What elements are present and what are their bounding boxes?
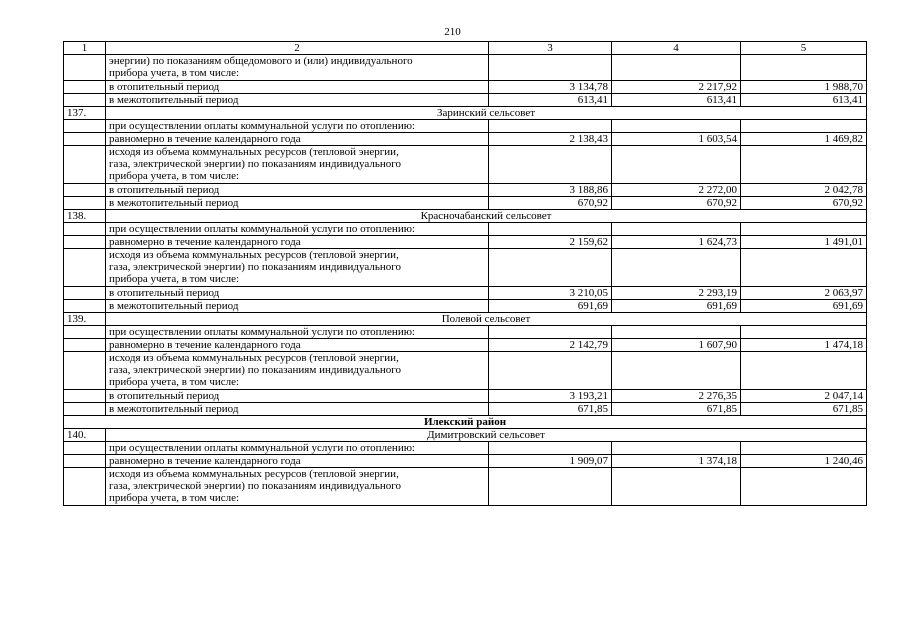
description-line: в отопительный период bbox=[109, 184, 220, 196]
description-line: при осуществлении оплаты коммунальной услуги по отоплению: bbox=[109, 326, 415, 338]
district-title: Илекский район bbox=[64, 416, 867, 429]
value-col-4: 2 217,92 bbox=[612, 81, 741, 94]
row-description bbox=[106, 403, 489, 416]
value-col-3 bbox=[489, 223, 612, 236]
value-col-5 bbox=[741, 55, 867, 81]
value-col-5 bbox=[741, 326, 867, 339]
value-col-3: 3 188,86 bbox=[489, 184, 612, 197]
row-description bbox=[106, 455, 489, 468]
value-col-5: 1 491,01 bbox=[741, 236, 867, 249]
description-line: газа, электрической энергии) по показаниям индивидуального bbox=[109, 480, 401, 492]
table-row bbox=[64, 468, 867, 506]
description-line: прибора учета, в том числе: bbox=[109, 376, 240, 388]
settlement-row bbox=[64, 210, 867, 223]
description-line: в межотопительный период bbox=[109, 300, 239, 312]
row-number bbox=[64, 339, 106, 352]
row-number bbox=[64, 236, 106, 249]
value-col-4 bbox=[612, 223, 741, 236]
value-col-5 bbox=[741, 249, 867, 287]
value-col-3 bbox=[489, 146, 612, 184]
table-row bbox=[64, 339, 867, 352]
settlement-row bbox=[64, 107, 867, 120]
page-number: 210 bbox=[444, 26, 461, 38]
value-col-4 bbox=[612, 55, 741, 81]
row-number bbox=[64, 326, 106, 339]
value-col-5: 2 047,14 bbox=[741, 390, 867, 403]
district-row bbox=[64, 416, 867, 429]
row-number bbox=[64, 455, 106, 468]
row-number bbox=[64, 249, 106, 287]
value-col-3: 671,85 bbox=[489, 403, 612, 416]
value-col-3 bbox=[489, 249, 612, 287]
row-number bbox=[64, 390, 106, 403]
row-description bbox=[106, 249, 489, 287]
row-description bbox=[106, 236, 489, 249]
value-col-4 bbox=[612, 352, 741, 390]
description-line: в отопительный период bbox=[109, 390, 220, 402]
description-line: прибора учета, в том числе: bbox=[109, 492, 240, 504]
value-col-4 bbox=[612, 326, 741, 339]
row-description bbox=[106, 352, 489, 390]
description-line: газа, электрической энергии) по показаниям индивидуального bbox=[109, 261, 401, 273]
description-line: газа, электрической энергии) по показаниям индивидуального bbox=[109, 364, 401, 376]
row-description bbox=[106, 197, 489, 210]
row-description bbox=[106, 468, 489, 506]
table-row bbox=[64, 94, 867, 107]
row-number bbox=[64, 287, 106, 300]
row-number bbox=[64, 146, 106, 184]
table-row bbox=[64, 184, 867, 197]
description-line: при осуществлении оплаты коммунальной услуги по отоплению: bbox=[109, 120, 415, 132]
row-description bbox=[106, 55, 489, 81]
row-number: 138. bbox=[64, 210, 106, 223]
value-col-4: 671,85 bbox=[612, 403, 741, 416]
description-line: исходя из объема коммунальных ресурсов (тепловой энергии, bbox=[109, 468, 399, 480]
row-description bbox=[106, 390, 489, 403]
row-number bbox=[64, 468, 106, 506]
description-line: исходя из объема коммунальных ресурсов (тепловой энергии, bbox=[109, 249, 399, 261]
settlement-title: Заринский сельсовет bbox=[106, 107, 867, 120]
settlement-title: Димитровский сельсовет bbox=[106, 429, 867, 442]
row-number bbox=[64, 55, 106, 81]
row-description bbox=[106, 81, 489, 94]
column-number-header bbox=[64, 42, 867, 55]
value-col-3 bbox=[489, 468, 612, 506]
row-description bbox=[106, 223, 489, 236]
row-description bbox=[106, 94, 489, 107]
value-col-3: 3 193,21 bbox=[489, 390, 612, 403]
row-number: 139. bbox=[64, 313, 106, 326]
row-number bbox=[64, 94, 106, 107]
table-row bbox=[64, 146, 867, 184]
row-number bbox=[64, 442, 106, 455]
value-col-5: 1 988,70 bbox=[741, 81, 867, 94]
row-number: 137. bbox=[64, 107, 106, 120]
value-col-3 bbox=[489, 352, 612, 390]
value-col-3: 2 138,43 bbox=[489, 133, 612, 146]
description-line: в межотопительный период bbox=[109, 94, 239, 106]
header-col-2: 2 bbox=[106, 42, 489, 55]
value-col-3: 1 909,07 bbox=[489, 455, 612, 468]
description-line: исходя из объема коммунальных ресурсов (тепловой энергии, bbox=[109, 146, 399, 158]
value-col-4: 2 293,19 bbox=[612, 287, 741, 300]
description-line: прибора учета, в том числе: bbox=[109, 67, 240, 79]
value-col-5: 2 042,78 bbox=[741, 184, 867, 197]
description-line: при осуществлении оплаты коммунальной услуги по отоплению: bbox=[109, 442, 415, 454]
value-col-4: 1 607,90 bbox=[612, 339, 741, 352]
header-col-1: 1 bbox=[64, 42, 106, 55]
value-col-3 bbox=[489, 442, 612, 455]
row-description bbox=[106, 287, 489, 300]
value-col-4 bbox=[612, 468, 741, 506]
tariff-table bbox=[63, 41, 867, 506]
value-col-4: 2 276,35 bbox=[612, 390, 741, 403]
table-row bbox=[64, 223, 867, 236]
value-col-5 bbox=[741, 468, 867, 506]
row-description bbox=[106, 133, 489, 146]
description-line: при осуществлении оплаты коммунальной услуги по отоплению: bbox=[109, 223, 415, 235]
table-row bbox=[64, 352, 867, 390]
table-row bbox=[64, 403, 867, 416]
row-number bbox=[64, 352, 106, 390]
value-col-4: 613,41 bbox=[612, 94, 741, 107]
row-number: 140. bbox=[64, 429, 106, 442]
value-col-4 bbox=[612, 249, 741, 287]
description-line: равномерно в течение календарного года bbox=[109, 339, 301, 351]
table-row bbox=[64, 236, 867, 249]
value-col-3: 3 134,78 bbox=[489, 81, 612, 94]
value-col-4: 1 624,73 bbox=[612, 236, 741, 249]
value-col-3: 670,92 bbox=[489, 197, 612, 210]
value-col-3 bbox=[489, 326, 612, 339]
value-col-3: 613,41 bbox=[489, 94, 612, 107]
row-number bbox=[64, 197, 106, 210]
description-line: исходя из объема коммунальных ресурсов (тепловой энергии, bbox=[109, 352, 399, 364]
table-row bbox=[64, 287, 867, 300]
description-line: прибора учета, в том числе: bbox=[109, 170, 240, 182]
value-col-5: 2 063,97 bbox=[741, 287, 867, 300]
table-row bbox=[64, 249, 867, 287]
row-number bbox=[64, 184, 106, 197]
value-col-3: 3 210,05 bbox=[489, 287, 612, 300]
table-row bbox=[64, 455, 867, 468]
description-line: в отопительный период bbox=[109, 81, 220, 93]
value-col-5: 1 240,46 bbox=[741, 455, 867, 468]
value-col-4 bbox=[612, 146, 741, 184]
table-row bbox=[64, 326, 867, 339]
value-col-3 bbox=[489, 120, 612, 133]
value-col-5 bbox=[741, 352, 867, 390]
value-col-4: 1 374,18 bbox=[612, 455, 741, 468]
settlement-title: Красночабанский сельсовет bbox=[106, 210, 867, 223]
table-row bbox=[64, 81, 867, 94]
row-description bbox=[106, 300, 489, 313]
header-col-4: 4 bbox=[612, 42, 741, 55]
table-row bbox=[64, 390, 867, 403]
description-line: в отопительный период bbox=[109, 287, 220, 299]
value-col-5 bbox=[741, 223, 867, 236]
table-row bbox=[64, 197, 867, 210]
settlement-row bbox=[64, 429, 867, 442]
row-number bbox=[64, 223, 106, 236]
row-description bbox=[106, 120, 489, 133]
table-row bbox=[64, 55, 867, 81]
table-body bbox=[64, 42, 867, 506]
description-line: в межотопительный период bbox=[109, 403, 239, 415]
settlement-title: Полевой сельсовет bbox=[106, 313, 867, 326]
description-line: равномерно в течение календарного года bbox=[109, 133, 301, 145]
value-col-5: 1 469,82 bbox=[741, 133, 867, 146]
row-description bbox=[106, 326, 489, 339]
row-number bbox=[64, 133, 106, 146]
description-line: энергии) по показаниям общедомового и (или) индивидуального bbox=[109, 55, 413, 67]
value-col-5: 613,41 bbox=[741, 94, 867, 107]
header-col-5: 5 bbox=[741, 42, 867, 55]
description-line: прибора учета, в том числе: bbox=[109, 273, 240, 285]
value-col-3: 2 159,62 bbox=[489, 236, 612, 249]
value-col-4: 691,69 bbox=[612, 300, 741, 313]
description-line: равномерно в течение календарного года bbox=[109, 455, 301, 467]
row-number bbox=[64, 120, 106, 133]
description-line: равномерно в течение календарного года bbox=[109, 236, 301, 248]
table-row bbox=[64, 300, 867, 313]
value-col-3: 691,69 bbox=[489, 300, 612, 313]
value-col-4: 2 272,00 bbox=[612, 184, 741, 197]
header-col-3: 3 bbox=[489, 42, 612, 55]
row-number bbox=[64, 403, 106, 416]
value-col-5: 670,92 bbox=[741, 197, 867, 210]
value-col-5 bbox=[741, 146, 867, 184]
table-row bbox=[64, 133, 867, 146]
description-line: в межотопительный период bbox=[109, 197, 239, 209]
description-line: газа, электрической энергии) по показаниям индивидуального bbox=[109, 158, 401, 170]
value-col-4: 1 603,54 bbox=[612, 133, 741, 146]
value-col-4: 670,92 bbox=[612, 197, 741, 210]
row-description bbox=[106, 442, 489, 455]
table-row bbox=[64, 442, 867, 455]
value-col-5 bbox=[741, 120, 867, 133]
row-description bbox=[106, 339, 489, 352]
row-number bbox=[64, 300, 106, 313]
table-row bbox=[64, 120, 867, 133]
value-col-4 bbox=[612, 120, 741, 133]
value-col-4 bbox=[612, 442, 741, 455]
value-col-5 bbox=[741, 442, 867, 455]
value-col-3: 2 142,79 bbox=[489, 339, 612, 352]
value-col-5: 691,69 bbox=[741, 300, 867, 313]
value-col-5: 671,85 bbox=[741, 403, 867, 416]
value-col-3 bbox=[489, 55, 612, 81]
settlement-row bbox=[64, 313, 867, 326]
row-number bbox=[64, 81, 106, 94]
value-col-5: 1 474,18 bbox=[741, 339, 867, 352]
row-description bbox=[106, 146, 489, 184]
row-description bbox=[106, 184, 489, 197]
